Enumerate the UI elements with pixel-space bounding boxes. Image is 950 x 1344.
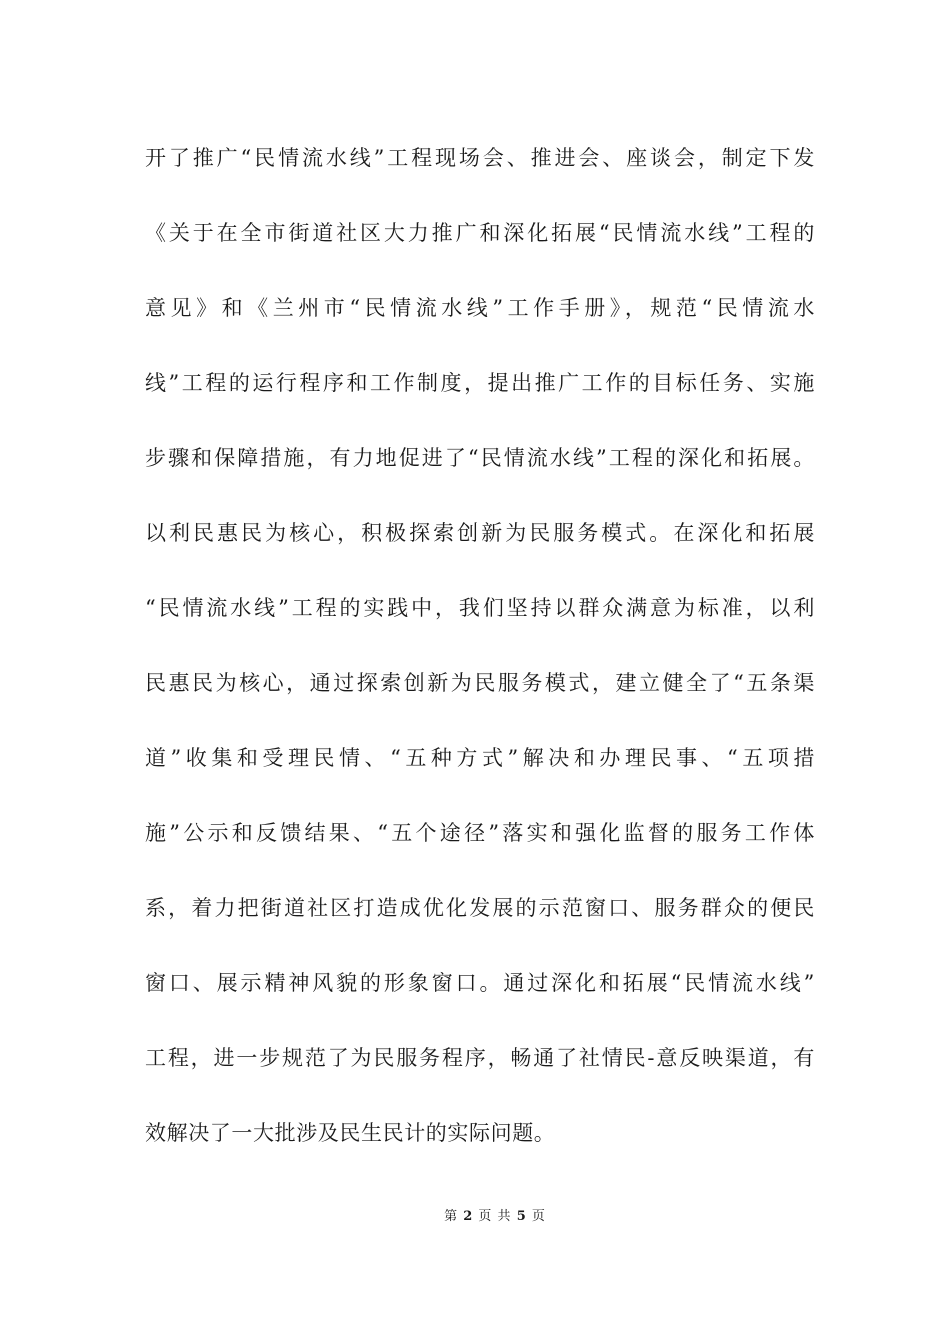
body-text-line: 《关于在全市街道社区大力推广和深化拓展“民情流水线”工程的 [145, 221, 815, 245]
body-text-line: 工程，进一步规范了为民服务程序，畅通了社情民-意反映渠道，有 [145, 1046, 815, 1070]
total-pages-number: 5 [516, 1209, 527, 1224]
body-text-line: 道”收集和受理民情、“五种方式”解决和办理民事、“五项措 [145, 746, 815, 770]
body-text-line: 系，着力把街道社区打造成优化发展的示范窗口、服务群众的便民 [145, 896, 815, 920]
body-text-line: 线”工程的运行程序和工作制度，提出推广工作的目标任务、实施 [145, 371, 815, 395]
footer-prefix: 第 [444, 1209, 459, 1224]
footer-suffix: 页 [531, 1209, 546, 1224]
body-text-line: “民情流水线”工程的实践中，我们坚持以群众满意为标准，以利 [145, 596, 815, 620]
body-text-line: 开了推广“民情流水线”工程现场会、推进会、座谈会，制定下发 [145, 146, 815, 170]
body-text-line: 以利民惠民为核心，积极探索创新为民服务模式。在深化和拓展 [145, 521, 815, 545]
page-footer [0, 1208, 950, 1226]
body-text-line: 施”公示和反馈结果、“五个途径”落实和强化监督的服务工作体 [145, 821, 815, 845]
body-text-line-last: 效解决了一大批涉及民生民计的实际问题。 [145, 1121, 556, 1145]
body-text-line: 步骤和保障措施，有力地促进了“民情流水线”工程的深化和拓展。 [145, 446, 815, 470]
body-text-line: 窗口、展示精神风貌的形象窗口。通过深化和拓展“民情流水线” [145, 971, 815, 995]
current-page-number: 2 [463, 1209, 474, 1224]
body-text-line: 民惠民为核心，通过探索创新为民服务模式，建立健全了“五条渠 [145, 671, 815, 695]
footer-middle: 页 共 [478, 1209, 512, 1224]
body-text-line: 意见》和《兰州市“民情流水线”工作手册》，规范“民情流水 [145, 296, 815, 320]
